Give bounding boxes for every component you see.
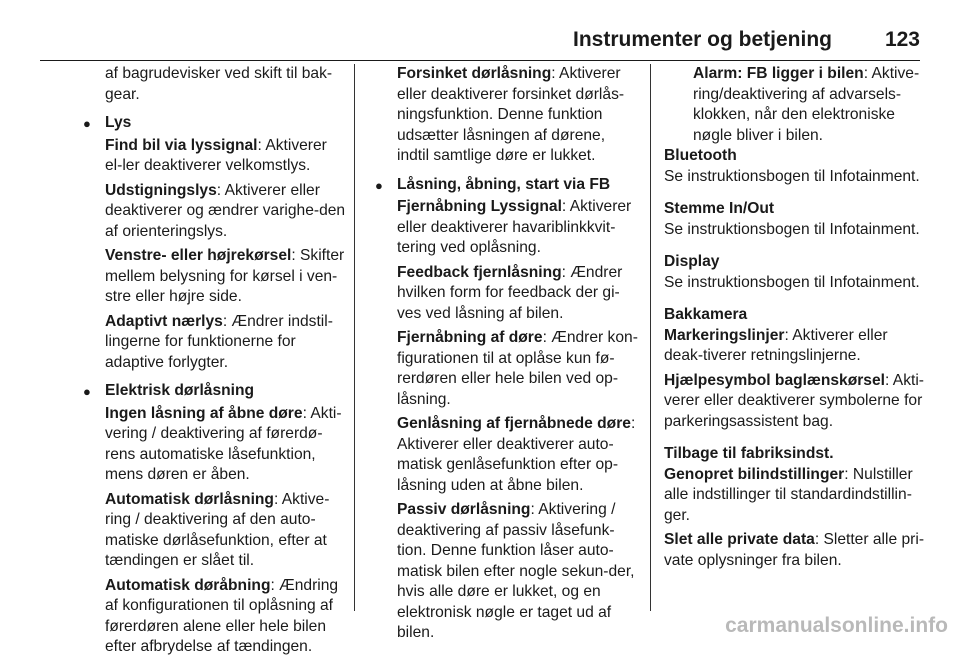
lead-paragraph: af bagrudevisker ved skift til bak-gear. xyxy=(105,65,333,103)
block-heading: Bakkamera xyxy=(664,306,748,323)
setting-item: Find bil via lyssignal: Aktiverer el-ler deaktiverer velkomstlys. xyxy=(105,136,327,174)
column-divider xyxy=(354,64,355,611)
setting-item: Feedback fjernlåsning: Ændrer hvilken form for feedback der gi-ves ved låsning af bilen. xyxy=(397,263,623,322)
setting-item: Fjernåbning Lyssignal: Aktiverer eller deaktiverer havariblinkkvit-tering ved oplåsning. xyxy=(397,198,632,256)
setting-item: Hjælpesymbol baglænskørsel: Akti-verer eller deaktiverer symbolerne for parkeringsassistent bag. xyxy=(664,371,924,430)
column-1 xyxy=(76,64,346,658)
block-bakkamera xyxy=(664,305,928,432)
setting-item: Alarm: FB ligger i bilen: Aktive-ring/deaktivering af advarsels-klokken, når den elektroniske nøgle bliver i bilen. xyxy=(693,65,920,144)
block-stemme xyxy=(664,199,928,240)
block-display xyxy=(664,252,928,293)
page-header xyxy=(40,26,920,61)
bullet-section-lys xyxy=(76,113,346,373)
setting-item: Genopret bilindstillinger: Nulstiller alle indstillinger til standardindstillin-ger. xyxy=(664,465,913,524)
setting-item: Genlåsning af fjernåbnede døre: Aktiverer eller deaktiverer auto-matisk genlåsefunktion efter op-låsning uden at åbne bilen. xyxy=(397,415,636,494)
bullet-icon: ● xyxy=(83,116,91,131)
setting-item: Automatisk døråbning: Ændring af konfigurationen til oplåsning af førerdøren alene eller hele bilen efter afbrydelse af tændingen. xyxy=(105,576,339,655)
page-title: Instrumenter og betjening xyxy=(572,28,832,51)
block-reset xyxy=(664,444,928,571)
setting-item: Automatisk dørlåsning: Aktive-ring / deaktivering af den auto-matiske dørlåsefunktion, efter at tændingen er slået til. xyxy=(105,490,330,569)
bullet-icon: ● xyxy=(375,177,383,193)
bullet-section-doerlaasning xyxy=(76,381,346,658)
block-heading: Tilbage til fabriksindst. xyxy=(664,445,834,462)
column-divider xyxy=(650,64,651,611)
setting-item: Markeringslinjer: Aktiverer eller deak-tiverer retningslinjerne. xyxy=(664,326,888,364)
block-text: Se instruktionsbogen til Infotainment. xyxy=(664,167,920,185)
block-heading: Stemme In/Out xyxy=(664,200,775,217)
setting-item: Adaptivt nærlys: Ændrer indstil-lingerne for funktionerne for adaptive forlygter. xyxy=(105,312,333,371)
setting-item: Venstre- eller højrekørsel: Skifter mellem belysning for kørsel i ven-stre eller højre side. xyxy=(105,247,345,305)
setting-item: Fjernåbning af døre: Ændrer kon-figurationen til at oplåse kun fø-rerdøren eller hele bilen ved op-låsning. xyxy=(397,329,638,408)
block-text: Se instruktionsbogen til Infotainment. xyxy=(664,220,920,238)
setting-item: Udstigningslys: Aktiverer eller deaktiverer og ændrer varighe-den af orienteringslys. xyxy=(105,181,346,240)
section-heading: Låsning, åbning, start via FB xyxy=(397,175,611,193)
bullet-icon: ● xyxy=(83,384,91,399)
bullet-section-fb xyxy=(368,175,638,644)
section-heading: Lys xyxy=(105,114,132,131)
column-2 xyxy=(368,64,638,644)
block-bluetooth xyxy=(664,146,928,187)
block-heading: Display xyxy=(664,253,720,270)
section-heading: Elektrisk dørlåsning xyxy=(105,382,255,399)
watermark: carmanualsonline.info xyxy=(725,614,948,637)
column-3 xyxy=(664,64,928,583)
block-heading: Bluetooth xyxy=(664,147,737,164)
page-number: 123 xyxy=(884,28,920,51)
setting-item: Slet alle private data: Sletter alle pri-vate oplysninger fra bilen. xyxy=(664,531,925,569)
block-text: Se instruktionsbogen til Infotainment. xyxy=(664,273,920,291)
setting-item: Forsinket dørlåsning: Aktiverer eller deaktiverer forsinket dørlås-ningsfunktion. Denne funktion udsætter låsningen af dørene, indtil samtlige døre er lukket. xyxy=(397,65,625,164)
setting-item: Passiv dørlåsning: Aktivering / deaktivering af passiv låsefunk-tion. Denne funktion låser auto-matisk bilen efter nogle sekun-der, hvis alle døre er lukket, og en elektronisk nøgle er taget ud af bilen. xyxy=(397,501,635,641)
setting-item: Ingen låsning af åbne døre: Akti-vering / deaktivering af førerdø-rens automatiske låsefunktion, mens døren er åben. xyxy=(105,404,342,483)
